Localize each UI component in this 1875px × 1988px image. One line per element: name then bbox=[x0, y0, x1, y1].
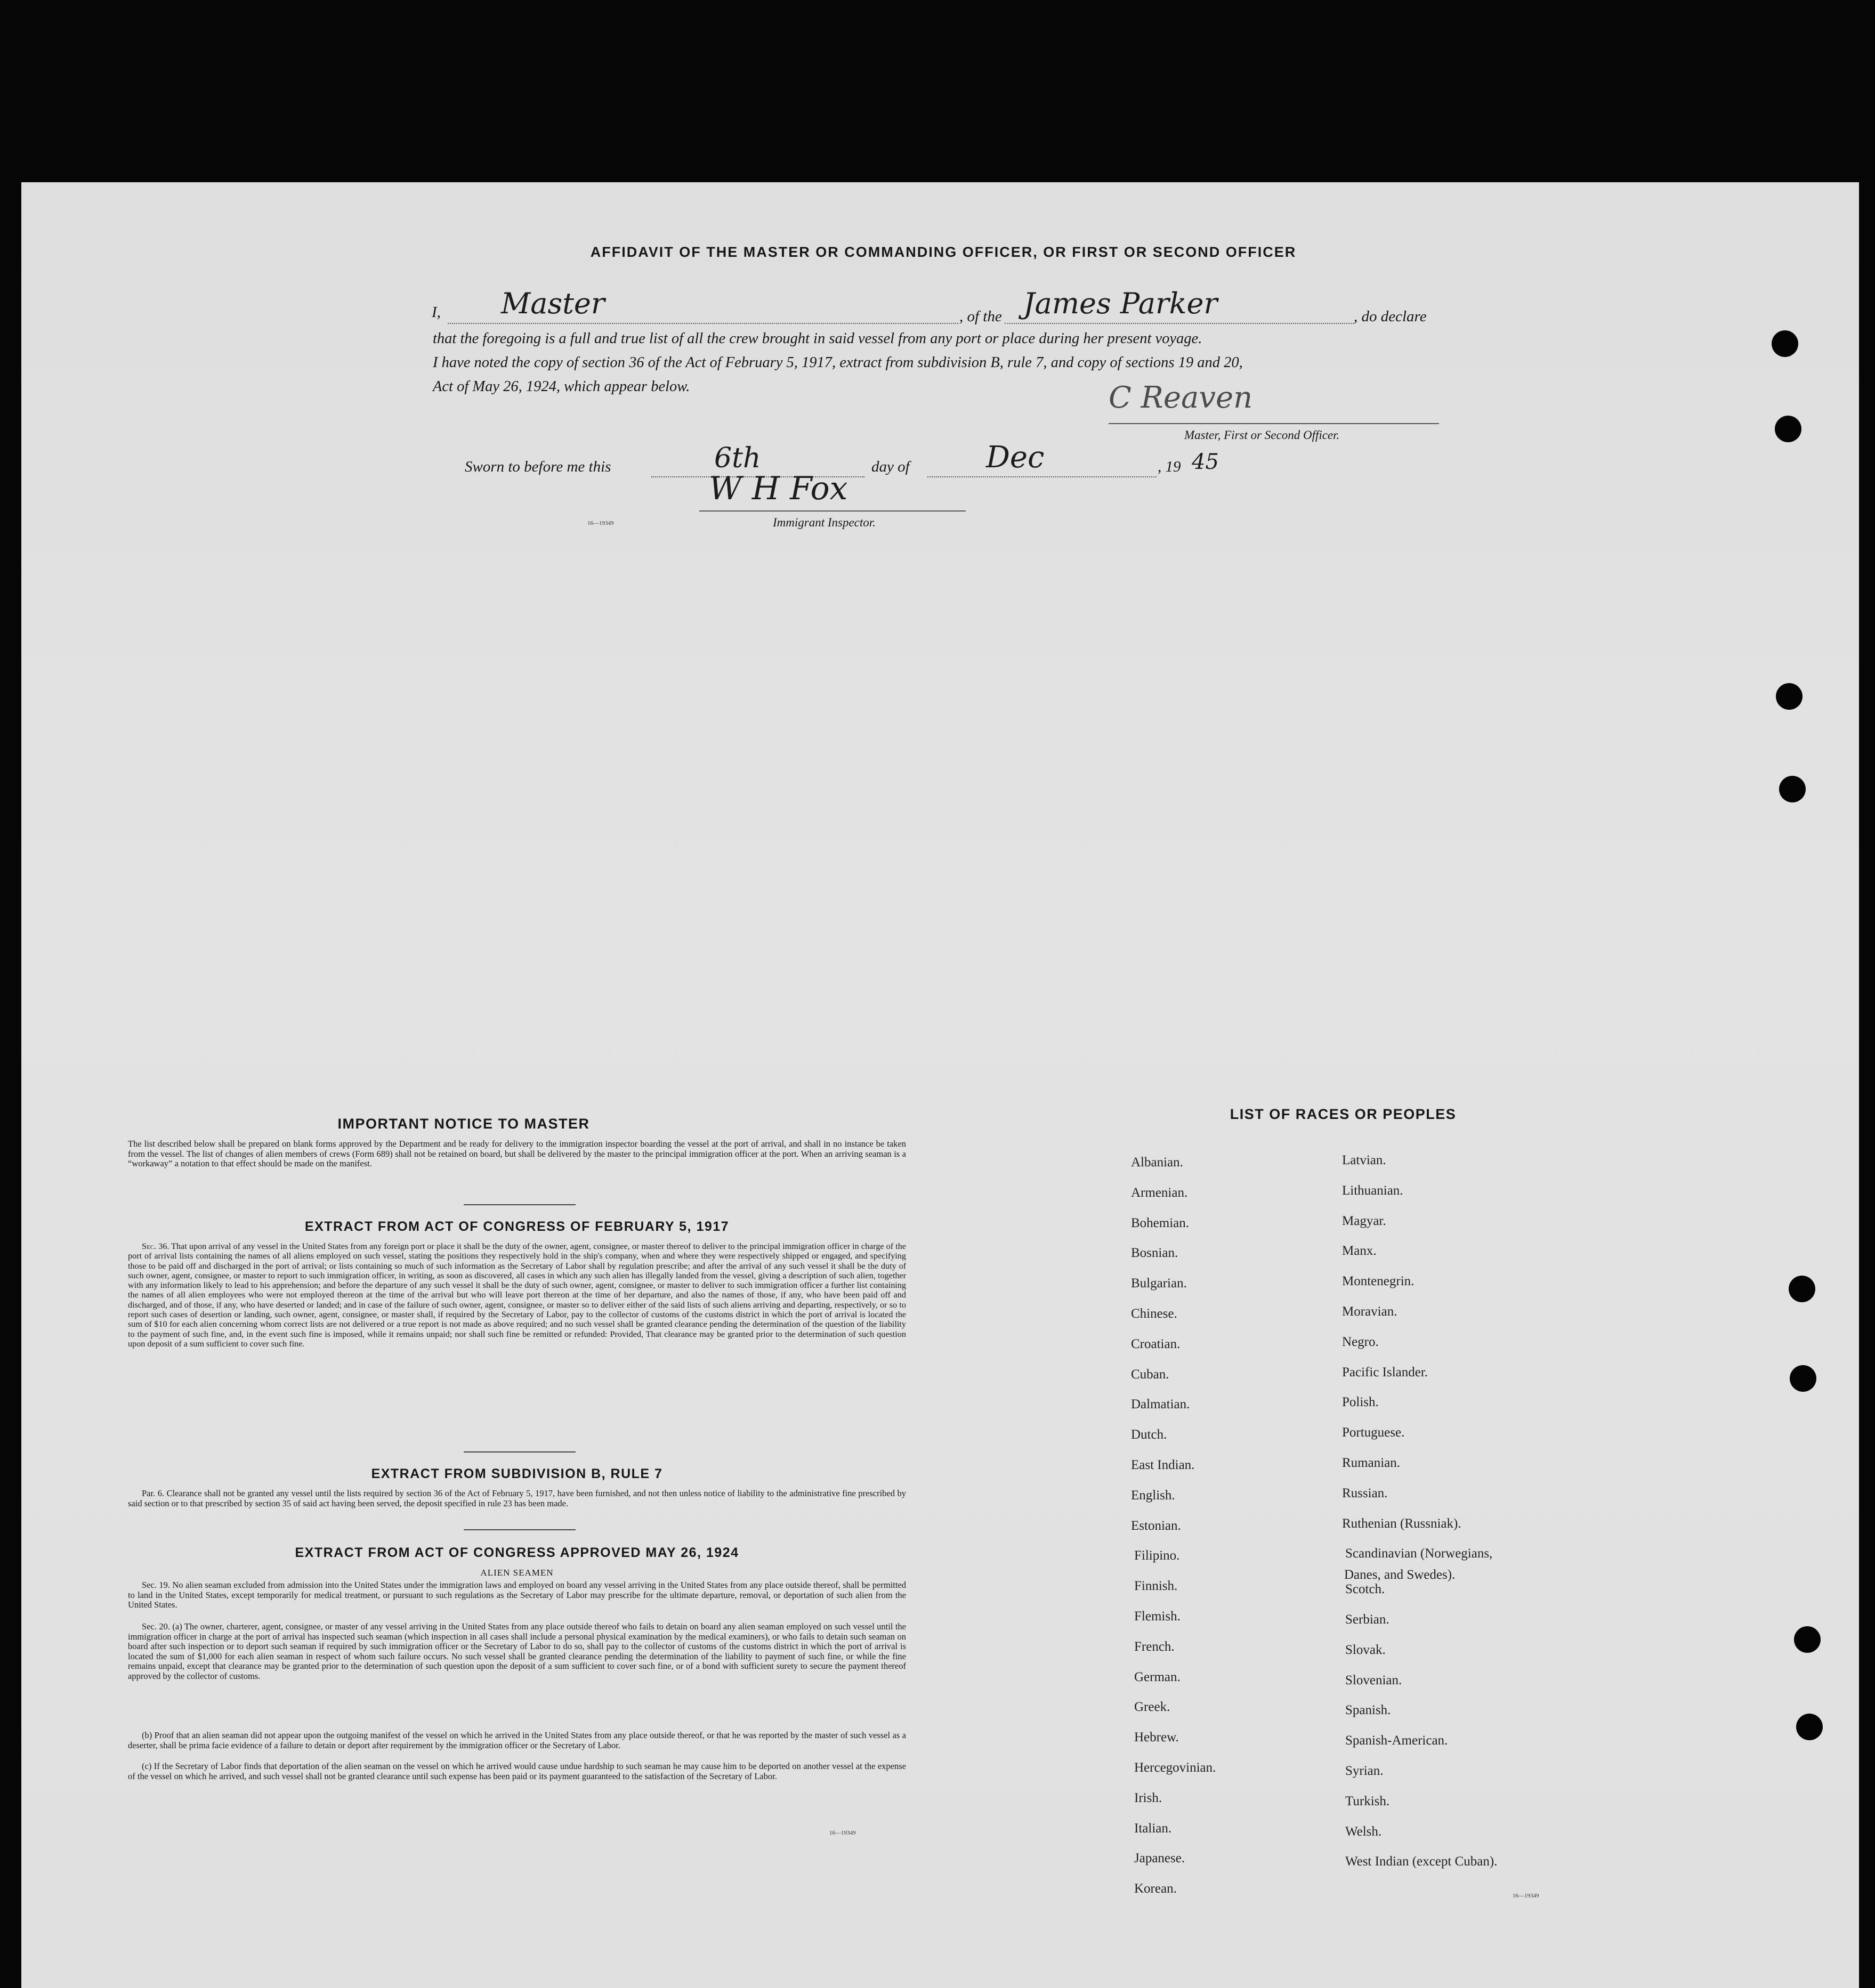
punch-hole bbox=[1775, 416, 1801, 442]
extract-1924-sec19: Sec. 19. No alien seaman excluded from admission into the United States under the immigration laws and employed on board any vessel arriving in the United States from any place outside thereof, shall be permitted to land in the United States, except temporarily for medical treatment, or pursuant to such regulations as the Secretary of Labor may prescribe for the ultimate departure, removal, or deportation of such alien from the United States. bbox=[128, 1580, 906, 1610]
extract-1917-body: That upon arrival of any vessel in the United States from any foreign port or place it shall be the duty of the owner, agent, consignee, or master thereof to deliver to the principal immigration officer in charge of the port of arrival lists containing the names of all aliens employed on such vessel, stating the positions they respectively hold in the ship's company, when and where they were respectively shipped or engaged, and specifying those to be paid off and discharged in the port of arrival; or lists containing so much of such information as the Secretary of Labor shall by regulation prescribe; and after the arrival of any such vessel it shall be the duty of such owner, agent, consignee, or master to report to such immigration officer, in writing, as soon as discovered, all cases in which any such alien has illegally landed from the vessel, giving a description of such alien, together with any information likely to lead to his apprehension; and before the departure of any such vessel it shall be the duty of such owner, agent, consignee, or master to deliver to such immigration officer a further list containing the names of all alien employees who were not employed thereon at the time of the arrival but who will leave port thereon at the time of her departure, and also the names of those, if any, who have been paid off and discharged, and of those, if any, who have deserted or landed; and in case of the failure of such owner, agent, consignee, or master so to deliver either of the said lists of such aliens arriving and departing, respectively, or so to report such cases of desertion or landing, such owner, agent, consignee, or master shall, if required by the Secretary of Labor, pay to the collector of customs of the customs district in which the port of arrival is located the sum of $10 for each alien concerning whom correct lists are not delivered or a true report is not made as above required; and no such vessel shall be granted clearance pending the determination of the question of the liability to the payment of such fine, and, in the event such fine is imposed, while it remains unpaid; nor shall such fine be remitted or refunded: Provided, That clearance may be granted prior to the determination of such question upon deposit of a sum sufficient to cover such fine. bbox=[128, 1242, 906, 1349]
affidavit-line-3: I have noted the copy of section 36 of the Act of February 5, 1917, extract from subdivision B, rule 7, and copy of sections 19 and 20, bbox=[433, 354, 1243, 371]
race-item: German. bbox=[1134, 1669, 1181, 1684]
race-scandinavian-cont: Danes, and Swedes). bbox=[1344, 1568, 1456, 1582]
month-handwritten: Dec bbox=[986, 440, 1045, 475]
name-blank-line bbox=[448, 323, 958, 324]
master-caption: Master, First or Second Officer. bbox=[1184, 428, 1340, 442]
inspector-caption: Immigrant Inspector. bbox=[773, 516, 876, 529]
race-item: West Indian (except Cuban). bbox=[1345, 1854, 1498, 1869]
extract-1924-title: EXTRACT FROM ACT OF CONGRESS APPROVED MAY 26, 1924 bbox=[295, 1545, 739, 1560]
extract-form-number: 16—19349 bbox=[829, 1830, 856, 1836]
race-item: Hercegovinian. bbox=[1134, 1760, 1216, 1775]
race-item: Estonian. bbox=[1131, 1518, 1181, 1533]
year-handwritten: 45 bbox=[1192, 450, 1219, 474]
race-item: English. bbox=[1131, 1488, 1175, 1503]
extract-1917-title: EXTRACT FROM ACT OF CONGRESS OF FEBRUARY 5, 1917 bbox=[304, 1219, 730, 1234]
sworn-text: Sworn to before me this bbox=[465, 458, 611, 475]
race-item: Magyar. bbox=[1342, 1213, 1386, 1228]
race-item: Hebrew. bbox=[1134, 1730, 1179, 1745]
races-title: LIST OF RACES OR PEOPLES bbox=[1230, 1106, 1457, 1122]
punch-hole bbox=[1779, 776, 1806, 802]
punch-hole bbox=[1776, 683, 1803, 710]
race-item: Moravian. bbox=[1342, 1304, 1397, 1319]
punch-hole bbox=[1796, 1714, 1823, 1740]
vessel-name-handwritten: James Parker bbox=[1023, 287, 1218, 320]
day-handwritten: 6th bbox=[714, 442, 761, 474]
race-item: Scotch. bbox=[1345, 1582, 1385, 1597]
race-item: Serbian. bbox=[1345, 1612, 1389, 1627]
notice-text: The list described below shall be prepared on blank forms approved by the Department and be ready for delivery to the immigration inspector boarding the vessel at the port of arrival, and shall in no instance be taken from the vessel. The list of changes of alien members of crews (Form 689) shall not be retained on board, but shall be delivered by the master to the principal immigration officer at the port. When an arriving seaman is a “workaway” a notation to that effect should be made on the manifest. bbox=[128, 1139, 906, 1169]
punch-hole bbox=[1790, 1365, 1816, 1392]
race-item: Chinese. bbox=[1131, 1307, 1177, 1321]
race-item: Albanian. bbox=[1131, 1155, 1183, 1170]
master-handwritten: Master bbox=[501, 287, 605, 320]
punch-hole bbox=[1794, 1626, 1821, 1653]
vessel-blank-line bbox=[1005, 323, 1354, 324]
race-item: Bohemian. bbox=[1131, 1215, 1190, 1230]
race-item: Ruthenian (Russniak). bbox=[1342, 1516, 1461, 1531]
race-item: Scandinavian (Norwegians, bbox=[1345, 1546, 1493, 1561]
year-prefix: , 19 bbox=[1158, 458, 1181, 475]
extract-1924-sec20c: (c) If the Secretary of Labor finds that deportation of the alien seaman on the vessel on which he arrived would cause undue hardship to such seaman he may cause him to be deported on another vessel at the expense of the vessel on which he arrived, and such vessel shall not be granted clearance until such expense has been paid or its payment guaranteed to the satisfaction of the Secretary of Labor. bbox=[128, 1761, 906, 1781]
race-item: Flemish. bbox=[1134, 1609, 1181, 1624]
affidavit-do-declare: , do declare bbox=[1354, 308, 1427, 325]
divider bbox=[464, 1204, 576, 1205]
race-item: Filipino. bbox=[1134, 1548, 1180, 1563]
race-item: Turkish. bbox=[1345, 1794, 1390, 1808]
inspector-signature: W H Fox bbox=[709, 470, 848, 507]
extract-1924-subtitle: ALIEN SEAMEN bbox=[480, 1568, 554, 1578]
extract-rule7-title: EXTRACT FROM SUBDIVISION B, RULE 7 bbox=[371, 1466, 663, 1481]
race-item: Pacific Islander. bbox=[1342, 1365, 1428, 1380]
bleed-through-heading bbox=[426, 245, 434, 269]
race-item: Lithuanian. bbox=[1342, 1183, 1403, 1198]
race-item: Cuban. bbox=[1131, 1367, 1169, 1382]
race-item: Finnish. bbox=[1134, 1579, 1178, 1594]
race-item: Japanese. bbox=[1134, 1851, 1185, 1866]
race-item: Polish. bbox=[1342, 1395, 1379, 1410]
master-signature: C Reaven bbox=[1109, 380, 1253, 415]
notice-title: IMPORTANT NOTICE TO MASTER bbox=[337, 1116, 590, 1132]
race-item: Spanish. bbox=[1345, 1703, 1391, 1718]
race-item: Rumanian. bbox=[1342, 1456, 1401, 1470]
race-item: Latvian. bbox=[1342, 1153, 1386, 1167]
signature-line bbox=[1109, 423, 1439, 424]
divider bbox=[464, 1451, 576, 1453]
races-form-number: 16—19349 bbox=[1513, 1893, 1539, 1899]
divider bbox=[464, 1529, 576, 1530]
race-item: Greek. bbox=[1134, 1700, 1170, 1715]
race-item: Welsh. bbox=[1345, 1824, 1382, 1839]
race-item: Negro. bbox=[1342, 1334, 1379, 1349]
race-item: Bosnian. bbox=[1131, 1246, 1178, 1261]
punch-hole bbox=[1772, 330, 1798, 357]
race-item: Korean. bbox=[1134, 1881, 1177, 1896]
race-item: Slovak. bbox=[1345, 1642, 1386, 1657]
affidavit-i: I, bbox=[432, 304, 441, 321]
race-item: East Indian. bbox=[1131, 1458, 1195, 1472]
race-item: Bulgarian. bbox=[1131, 1276, 1187, 1291]
extract-1917-sec: Sec. 36. bbox=[142, 1242, 169, 1251]
day-of-text: day of bbox=[871, 458, 910, 475]
affidavit-line-4: Act of May 26, 1924, which appear below. bbox=[433, 378, 690, 395]
race-item: Armenian. bbox=[1131, 1185, 1188, 1200]
affidavit-form-number: 16—19349 bbox=[587, 520, 614, 526]
race-item: Slovenian. bbox=[1345, 1673, 1402, 1687]
race-item: Russian. bbox=[1342, 1486, 1388, 1500]
race-item: Croatian. bbox=[1131, 1336, 1181, 1351]
affidavit-title: AFFIDAVIT OF THE MASTER OR COMMANDING OFFICER, OR FIRST OR SECOND OFFICER bbox=[590, 244, 1297, 260]
extract-1924-sec20a: Sec. 20. (a) The owner, charterer, agent, consignee, or master of any vessel arriving in the United States from any place outside thereof who fails to detain on board any alien seaman employed on such vessel until the immigration officer in charge at the port of arrival has inspected such seaman (which inspection in all cases shall include a personal physical examination by the medical examiners), or who fails to detain such seaman on board after such inspection or to deport such seaman if required by such immigration officer or the Secretary of Labor to do so, shall pay to the collector of customs of the customs district in which the port of arrival is located the sum of $1,000 for each alien seaman in respect of whom such failure occurs. No such vessel shall be granted clearance pending the determination of the liability to payment of such fine, or while the fine remains unpaid, except that clearance may be granted prior to the determination of such question upon the deposit of a sum sufficient to cover such fine, or of a bond with sufficient surety to secure the payment thereof approved by the collector of customs. bbox=[128, 1621, 906, 1681]
extract-1917-text bbox=[128, 1242, 906, 1349]
affidavit-of-the: , of the bbox=[959, 308, 1002, 325]
affidavit-line-2: that the foregoing is a full and true list of all the crew brought in said vessel from any port or place during her present voyage. bbox=[433, 330, 1202, 347]
race-item: Dalmatian. bbox=[1131, 1397, 1190, 1412]
race-item: Manx. bbox=[1342, 1244, 1377, 1259]
race-item: Italian. bbox=[1134, 1821, 1172, 1836]
punch-hole bbox=[1789, 1276, 1815, 1302]
race-item: Dutch. bbox=[1131, 1427, 1167, 1442]
document-page bbox=[21, 182, 1859, 1988]
race-item: French. bbox=[1134, 1639, 1175, 1654]
race-item: Spanish-American. bbox=[1345, 1733, 1448, 1748]
month-blank-line bbox=[927, 476, 1157, 477]
race-item: Portuguese. bbox=[1342, 1425, 1405, 1440]
race-item: Irish. bbox=[1134, 1790, 1162, 1805]
inspector-signature-line bbox=[699, 510, 966, 512]
extract-1924-sec20b: (b) Proof that an alien seaman did not appear upon the outgoing manifest of the vessel on which he arrived in the United States from any place outside thereof, or that he was reported by the master of such vessel as a deserter, shall be prima facie evidence of a failure to detain or deport after requirement by the immigration officer or the Secretary of Labor. bbox=[128, 1730, 906, 1750]
race-item: Syrian. bbox=[1345, 1764, 1384, 1778]
race-item: Montenegrin. bbox=[1342, 1274, 1415, 1289]
extract-rule7-text: Par. 6. Clearance shall not be granted any vessel until the lists required by section 36 of the Act of February 5, 1917, have been furnished, and not then unless notice of liability to the administrative fine prescribed by said section or to that prescribed by section 35 of said act having been served, the deposit specified in rule 23 has been made. bbox=[128, 1488, 906, 1508]
